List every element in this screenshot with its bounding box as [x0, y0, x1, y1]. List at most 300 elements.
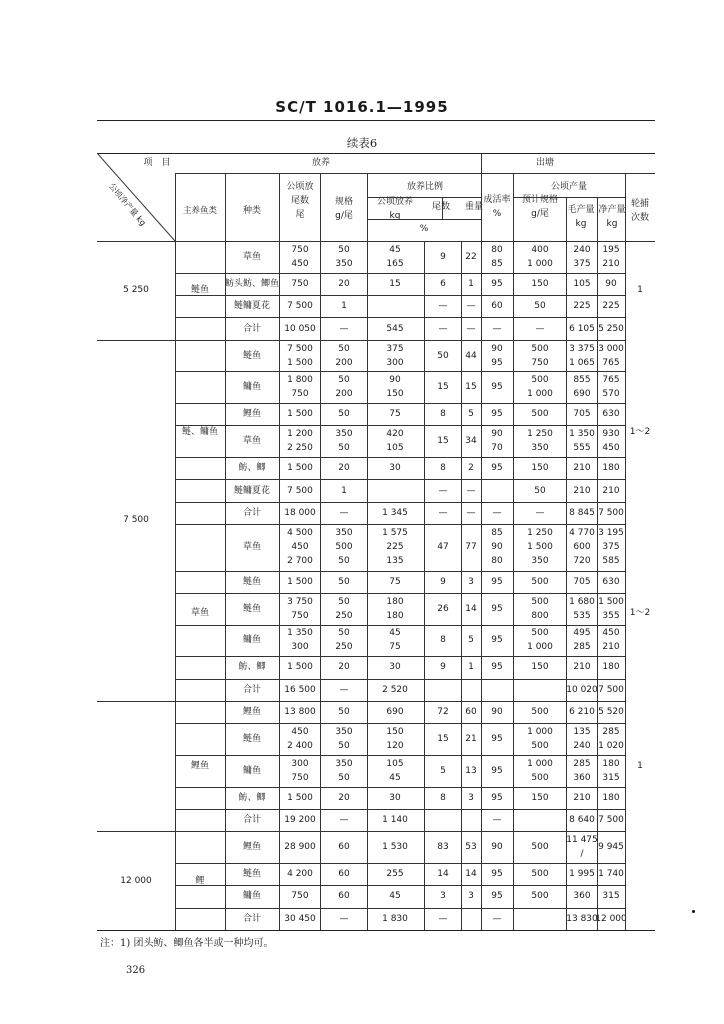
cell-sz: — [339, 323, 349, 334]
cell-main-species: 草鱼 [190, 607, 210, 618]
row-line [175, 371, 625, 372]
cell-sz: 50 [338, 343, 350, 354]
header-bottom-line [97, 241, 655, 242]
cell-g: 1 995 [569, 869, 595, 880]
cell-rn: 8 [440, 463, 446, 474]
cell-sz: 50 [338, 576, 350, 587]
cell-sz: 350 [335, 758, 353, 769]
cell-sz: — [339, 507, 349, 518]
cell-nt: 195 [602, 244, 620, 255]
header-rounds: 轮捕 [630, 199, 650, 209]
cell-w: 90 [389, 375, 401, 386]
cell-es: 500 [531, 772, 549, 783]
table-caption: 续表6 [346, 136, 378, 150]
cell-g: 705 [573, 409, 591, 420]
cell-rn: — [438, 301, 448, 312]
cell-es: 1 250 [527, 429, 553, 440]
cell-nt: 7 500 [598, 507, 624, 518]
cell-main-species: 鲢、鳙鱼 [181, 426, 219, 437]
cell-nt: 210 [602, 258, 620, 269]
cell-sz: — [339, 913, 349, 924]
cell-es: 1 000 [527, 642, 553, 653]
cell-es: 350 [531, 443, 549, 454]
grid-line [513, 173, 514, 241]
cell-nt: 630 [602, 576, 620, 587]
header-main-species: 主养鱼类 [182, 206, 218, 216]
cell-g: 360 [573, 891, 591, 902]
cell-nt: 180 [602, 792, 620, 803]
cell-sv: 85 [491, 528, 503, 539]
cell-g: 210 [573, 662, 591, 673]
cell-rw: 13 [465, 765, 477, 776]
cell-es: 1 000 [527, 258, 553, 269]
header-ratio-unit: % [419, 224, 429, 234]
header-survival: 成活率 [483, 195, 511, 205]
cell-rn: 14 [437, 869, 449, 880]
cell-sz: 500 [335, 542, 353, 553]
row-line [175, 295, 625, 296]
cell-n: 1 500 [287, 409, 313, 420]
cell-n: 750 [291, 244, 309, 255]
cell-rw: 5 [468, 409, 474, 420]
cell-sz: 20 [338, 792, 350, 803]
cell-w: 180 [386, 610, 404, 621]
cell-sz: 200 [335, 389, 353, 400]
cell-g: 6 105 [569, 323, 595, 334]
cell-sv: 95 [491, 278, 503, 289]
cell-sz: 50 [338, 772, 350, 783]
cell-net-yield: 12 000 [120, 875, 152, 886]
row-line [175, 863, 625, 864]
cell-nt: 180 [602, 662, 620, 673]
cell-w: 75 [389, 642, 401, 653]
cell-species: 合计 [242, 684, 262, 695]
cell-g: 210 [573, 792, 591, 803]
header-species: 种类 [242, 206, 262, 216]
cell-w: 45 [389, 628, 401, 639]
cell-sz: 250 [335, 610, 353, 621]
header-line [367, 219, 481, 220]
cell-n: 1 800 [287, 375, 313, 386]
cell-es: 500 [531, 891, 549, 902]
cell-sv: — [492, 323, 502, 334]
cell-g: 4 770 [569, 528, 595, 539]
cell-w: 30 [389, 463, 401, 474]
cell-main-species: 鲤鱼 [190, 761, 210, 772]
cell-species: 鲤鱼 [242, 707, 262, 718]
grid-line [566, 241, 567, 930]
cell-rw: — [466, 485, 476, 496]
cell-species: 鲢鱼 [242, 869, 262, 880]
cell-nt: 315 [602, 891, 620, 902]
cell-es: 400 [531, 244, 549, 255]
cell-sv: 85 [491, 258, 503, 269]
cell-g: 1 350 [569, 429, 595, 440]
group-line [175, 831, 625, 832]
header-net-yield-diagonal: 公顷净产量 kg [107, 181, 148, 228]
cell-g: 1 065 [569, 357, 595, 368]
cell-sv: 95 [491, 463, 503, 474]
cell-w: 45 [389, 244, 401, 255]
header-rule [97, 120, 655, 121]
header-diagonal [97, 153, 177, 241]
cell-sv: 90 [491, 707, 503, 718]
cell-w: 105 [386, 758, 404, 769]
cell-nt: 5 520 [598, 707, 624, 718]
cell-nt: 355 [602, 610, 620, 621]
cell-sz: 50 [338, 628, 350, 639]
cell-es: — [535, 507, 545, 518]
cell-sv: 95 [491, 409, 503, 420]
header-ratio-count: 尾数 [431, 202, 451, 212]
cell-w: 30 [389, 662, 401, 673]
cell-species: 合计 [242, 913, 262, 924]
row-line [175, 425, 625, 426]
cell-nt: 315 [602, 772, 620, 783]
cell-sz: 20 [338, 662, 350, 673]
cell-sz: 50 [338, 707, 350, 718]
cell-sv: — [492, 507, 502, 518]
cell-nt: 570 [602, 389, 620, 400]
cell-species: 鲂、鲫 [238, 662, 266, 673]
grid-line [597, 241, 598, 930]
cell-rw: 60 [465, 707, 477, 718]
cell-nt: 1 500 [598, 596, 624, 607]
grid-line [461, 241, 462, 930]
cell-sz: — [339, 815, 349, 826]
cell-sz: 50 [338, 375, 350, 386]
grid-line [320, 173, 321, 241]
cell-n: 300 [291, 642, 309, 653]
cell-n: 2 400 [287, 741, 313, 752]
row-line [175, 755, 625, 756]
cell-g: 555 [573, 443, 591, 454]
header-gross-yield: 毛产量 [567, 205, 595, 215]
cell-sz: 50 [338, 556, 350, 567]
cell-nt: 210 [602, 642, 620, 653]
standard-header: SC/T 1016.1—1995 [275, 98, 449, 116]
cell-rn: 9 [440, 576, 446, 587]
cell-w: 545 [386, 323, 404, 334]
cell-nt: 585 [602, 556, 620, 567]
cell-nt: 90 [605, 278, 617, 289]
cell-species: 鲂、鲫 [238, 463, 266, 474]
cell-es: 500 [531, 343, 549, 354]
cell-nt: 3 195 [598, 528, 624, 539]
cell-n: 1 500 [287, 576, 313, 587]
cell-rw: 1 [468, 278, 474, 289]
cell-sz: 50 [338, 244, 350, 255]
cell-g: 285 [573, 758, 591, 769]
cell-w: 300 [386, 357, 404, 368]
cell-rn: 83 [437, 842, 449, 853]
cell-sz: 50 [338, 443, 350, 454]
cell-rn: 47 [437, 542, 449, 553]
cell-nt: 3 000 [598, 343, 624, 354]
cell-w: 180 [386, 596, 404, 607]
cell-es: 500 [531, 375, 549, 386]
cell-nt: 450 [602, 628, 620, 639]
cell-w: 150 [386, 389, 404, 400]
row-line [175, 502, 625, 503]
cell-rw: 3 [468, 576, 474, 587]
cell-es: 800 [531, 610, 549, 621]
cell-rw: 21 [465, 734, 477, 745]
cell-main-species: 鲤 [195, 875, 205, 886]
cell-sv: 95 [491, 635, 503, 646]
cell-sv: 95 [491, 382, 503, 393]
cell-w: 45 [389, 891, 401, 902]
row-line [175, 625, 625, 626]
cell-net-yield: 7 500 [123, 515, 149, 526]
row-line [175, 593, 625, 594]
cell-n: 4 200 [287, 869, 313, 880]
cell-es: 1 000 [527, 758, 553, 769]
net-group-line [97, 340, 175, 341]
cell-nt: 1 020 [598, 741, 624, 752]
cell-n: 28 900 [284, 842, 316, 853]
cell-sz: 1 [341, 485, 347, 496]
header-line [513, 197, 625, 198]
cell-g: 3 375 [569, 343, 595, 354]
cell-g: / [580, 849, 584, 860]
cell-sv: 95 [491, 891, 503, 902]
cell-n: 4 500 [287, 528, 313, 539]
grid-line [175, 241, 176, 930]
cell-sv: 80 [491, 556, 503, 567]
cell-main-species: 鲢鱼 [190, 285, 210, 296]
cell-sv: 90 [491, 542, 503, 553]
grid-line [625, 173, 626, 241]
row-line [175, 809, 625, 810]
cell-w: 75 [389, 576, 401, 587]
cell-rn: 6 [440, 278, 446, 289]
cell-sz: — [339, 684, 349, 695]
cell-sv: 95 [491, 869, 503, 880]
cell-nt: 375 [602, 542, 620, 553]
row-line [175, 908, 625, 909]
cell-sv: 95 [491, 576, 503, 587]
grid-line [320, 241, 321, 930]
header-ratio: 放养比例 [406, 182, 444, 192]
cell-n: 2 250 [287, 443, 313, 454]
cell-sv: 90 [491, 842, 503, 853]
cell-es: 350 [531, 556, 549, 567]
cell-w: 165 [386, 258, 404, 269]
header-density: 尾 [295, 210, 305, 220]
net-group-line [97, 701, 175, 702]
row-line [175, 317, 625, 318]
cell-sv: 90 [491, 429, 503, 440]
cell-es: 1 000 [527, 727, 553, 738]
cell-w: 1 140 [382, 815, 408, 826]
row-line [175, 885, 625, 886]
cell-species: 草鱼 [242, 436, 262, 447]
cell-rw: 14 [465, 869, 477, 880]
cell-sv: 95 [491, 792, 503, 803]
grid-line [279, 173, 280, 241]
cell-w: 105 [386, 443, 404, 454]
grid-line [279, 241, 280, 930]
cell-g: 690 [573, 389, 591, 400]
header-density: 公顷放 [286, 182, 314, 192]
cell-es: 750 [531, 357, 549, 368]
cell-rw: 22 [465, 251, 477, 262]
cell-w: 1 575 [382, 528, 408, 539]
cell-rw: — [466, 507, 476, 518]
cell-species: 鲢鱼 [242, 576, 262, 587]
cell-es: 50 [534, 485, 546, 496]
row-line [175, 679, 625, 680]
row-line [175, 787, 625, 788]
header-diagonal-line [97, 153, 175, 241]
cell-nt: 630 [602, 409, 620, 420]
cell-sv: — [492, 913, 502, 924]
cell-n: 2 700 [287, 556, 313, 567]
cell-nt: 225 [602, 301, 620, 312]
cell-rw: 5 [468, 635, 474, 646]
header-survival: % [492, 209, 502, 219]
cell-rn: 3 [440, 891, 446, 902]
footnote: 注：1) 团头鲂、鲫鱼各半或一种均可。 [100, 938, 274, 949]
row-line [175, 273, 625, 274]
row-line [175, 479, 625, 480]
cell-rn: 9 [440, 251, 446, 262]
header-gross-yield: kg [575, 219, 587, 229]
cell-n: 1 500 [287, 662, 313, 673]
cell-rn: 26 [437, 603, 449, 614]
cell-rw: — [466, 323, 476, 334]
cell-es: 500 [531, 842, 549, 853]
group-line [175, 524, 625, 525]
cell-n: 450 [291, 727, 309, 738]
cell-g: 240 [573, 244, 591, 255]
cell-sz: 60 [338, 891, 350, 902]
header-expected-size: 预计规格 [521, 195, 559, 205]
grid-line [225, 173, 226, 241]
scan-speck [692, 910, 695, 913]
cell-rn: 72 [437, 707, 449, 718]
cell-sz: 350 [335, 727, 353, 738]
cell-nt: 930 [602, 429, 620, 440]
cell-es: 50 [534, 301, 546, 312]
cell-rw: 34 [465, 436, 477, 447]
cell-species: 鲢鱼 [242, 350, 262, 361]
cell-w: 375 [386, 343, 404, 354]
cell-sv: 70 [491, 443, 503, 454]
cell-sv: 80 [491, 244, 503, 255]
cell-species: 鳙鱼 [242, 765, 262, 776]
grid-line [424, 241, 425, 930]
cell-nt: 210 [602, 485, 620, 496]
cell-sz: 60 [338, 842, 350, 853]
header-yield: 公顷产量 [550, 182, 588, 192]
cell-nt: 12 000 [595, 913, 627, 924]
row-line [175, 723, 625, 724]
cell-n: 450 [291, 258, 309, 269]
cell-rw: 2 [468, 463, 474, 474]
cell-species: 草鱼 [242, 542, 262, 553]
cell-sz: 350 [335, 258, 353, 269]
cell-es: 1 250 [527, 528, 553, 539]
cell-species: 鲂头鲂、鲫鱼 [224, 278, 280, 289]
cell-w: 2 520 [382, 684, 408, 695]
cell-rounds: 1 [637, 761, 643, 772]
cell-g: 8 845 [569, 507, 595, 518]
cell-g: 225 [573, 301, 591, 312]
cell-sz: 50 [338, 409, 350, 420]
cell-n: 7 500 [287, 485, 313, 496]
cell-w: 135 [386, 556, 404, 567]
cell-w: 255 [386, 869, 404, 880]
cell-nt: 765 [602, 375, 620, 386]
row-line [175, 403, 625, 404]
cell-g: 13 830 [566, 913, 598, 924]
cell-g: 240 [573, 741, 591, 752]
header-line [175, 173, 655, 174]
cell-rw: — [466, 301, 476, 312]
cell-sv: 95 [491, 662, 503, 673]
cell-rn: — [438, 485, 448, 496]
cell-rn: 15 [437, 436, 449, 447]
cell-rn: 8 [440, 409, 446, 420]
cell-rn: 50 [437, 350, 449, 361]
cell-sz: 20 [338, 278, 350, 289]
cell-w: 45 [389, 772, 401, 783]
cell-n: 18 000 [284, 507, 316, 518]
cell-g: 6 210 [569, 707, 595, 718]
cell-species: 合计 [242, 507, 262, 518]
header-size: g/尾 [335, 211, 353, 221]
grid-line [367, 173, 368, 241]
cell-rn: 8 [440, 635, 446, 646]
cell-species: 鳙鱼 [242, 382, 262, 393]
cell-w: 1 830 [382, 913, 408, 924]
cell-rn: — [438, 323, 448, 334]
cell-rn: 8 [440, 792, 446, 803]
header-expected-size: g/尾 [531, 209, 549, 219]
cell-sz: 350 [335, 429, 353, 440]
cell-rounds: 1～2 [629, 426, 651, 437]
cell-species: 合计 [242, 323, 262, 334]
cell-sz: 350 [335, 528, 353, 539]
cell-species: 鳙鱼 [242, 891, 262, 902]
cell-sz: 1 [341, 301, 347, 312]
cell-es: 500 [531, 576, 549, 587]
cell-n: 3 750 [287, 596, 313, 607]
cell-nt: 180 [602, 758, 620, 769]
grid-line [566, 197, 567, 241]
cell-rw: 44 [465, 350, 477, 361]
cell-rn: — [438, 913, 448, 924]
cell-species: 鲤鱼 [242, 409, 262, 420]
cell-sv: — [492, 815, 502, 826]
cell-species: 鲢鱼 [242, 734, 262, 745]
cell-nt: 1 740 [598, 869, 624, 880]
cell-w: 15 [389, 278, 401, 289]
cell-w: 75 [389, 409, 401, 420]
header-net-yield: 净产量 [598, 205, 626, 215]
cell-g: 1 680 [569, 596, 595, 607]
cell-rw: 1 [468, 662, 474, 673]
cell-g: 105 [573, 278, 591, 289]
cell-n: 19 200 [284, 815, 316, 826]
cell-n: 750 [291, 278, 309, 289]
cell-species: 鲢鳙夏花 [233, 301, 271, 312]
cell-w: 1 345 [382, 507, 408, 518]
cell-rounds: 1～2 [629, 607, 651, 618]
stocking-table [97, 153, 655, 931]
